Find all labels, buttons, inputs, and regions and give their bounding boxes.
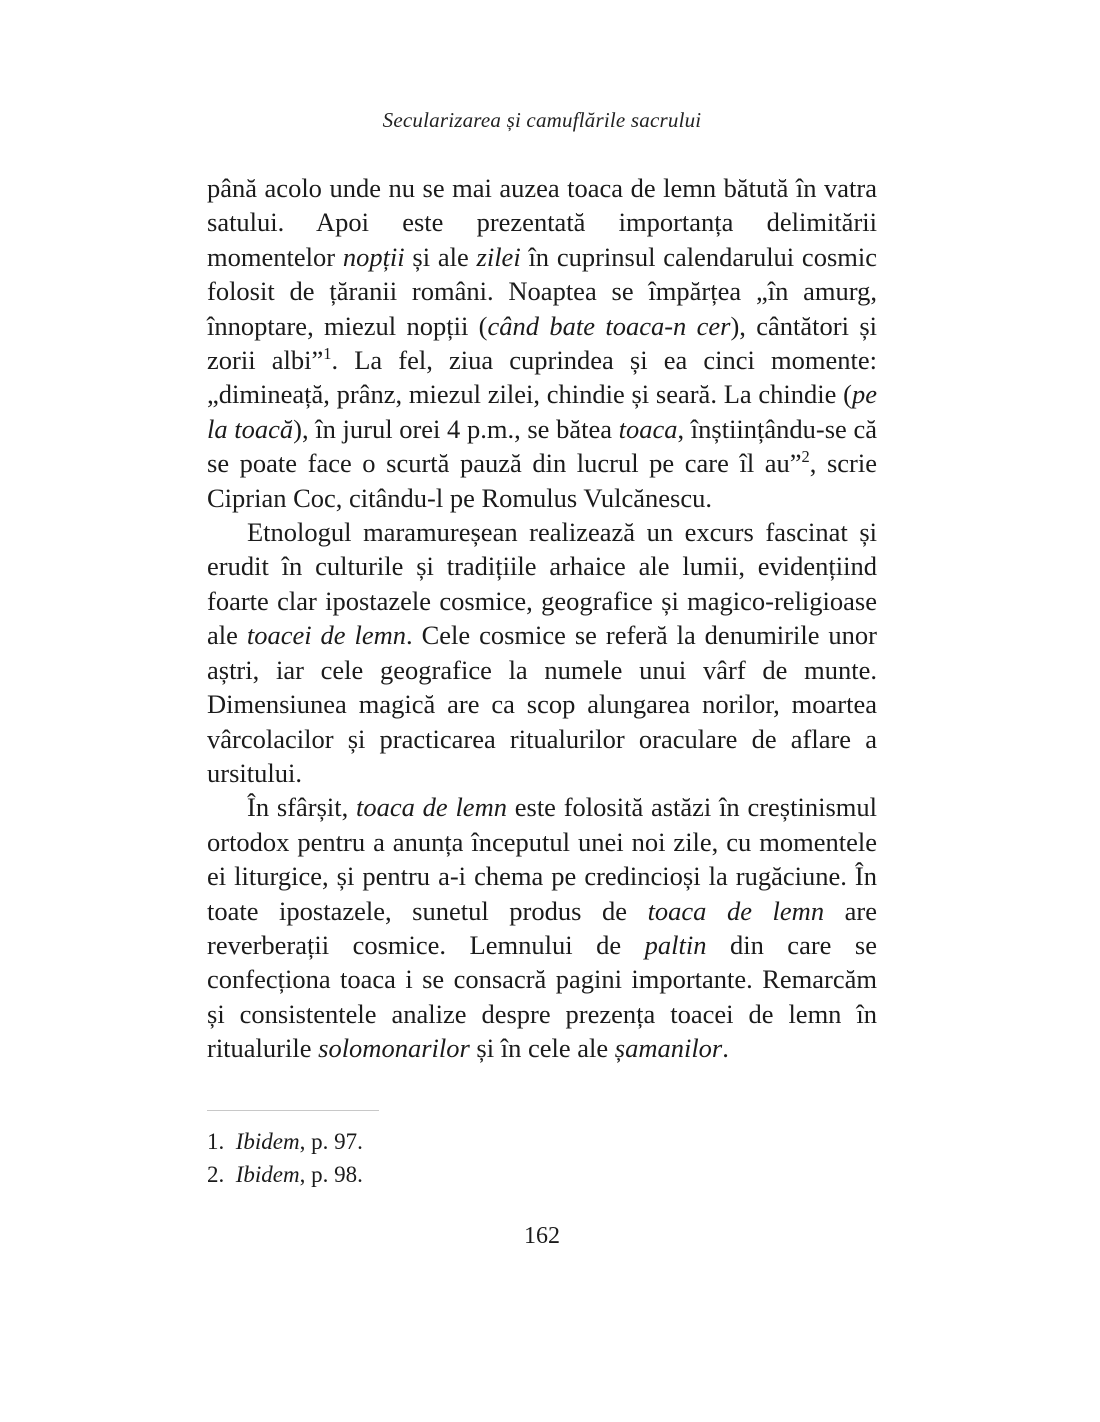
footnote-2: 2. Ibidem, p. 98. (207, 1161, 363, 1187)
footnote-separator (207, 1110, 379, 1111)
text-block (207, 0, 877, 1250)
paragraph-1: până acolo unde nu se mai auzea toaca de lemn bătută în vatra satului. Apoi este prezentată importanța delimitării momentelor nopții și ale zilei în cuprinsul calendarului cosmic folosit de țăranii români. Noaptea se împărțea „în amurg, înnoptare, miezul nopții (când bate toaca-n cer), cântători și zorii albi”$^1$. La fel, ziua cuprindea și ea cinci momente: „dimineață, prânz, miezul zilei, chindie și seară. La chindie (pe la toacă), în jurul orei 4 p.m., se bătea toaca, înștiințându-se că se poate face o scurtă pauză din lucrul pe care îl au”$^2$, scrie Ciprian Coc, citându-l pe Romulus Vulcănescu. (207, 173, 878, 513)
paragraph-3: În sfârșit, toaca de lemn este folosită astăzi în creștinismul ortodox pentru a anunța începutul unei noi zile, cu momentele ei liturgice, și pentru a-i chema pe credincioși la rugăciune. În toate ipostazele, sunetul produs de toaca de lemn are reverberații cosmice. Lemnului de paltin din care se confecționa toaca i se consacră pagini importante. Remarcăm și consistentele analize despre prezența toacei de lemn în ritualurile solomonarilor și în cele ale șamanilor. (207, 792, 877, 1064)
body-text (207, 171, 877, 1066)
running-header: Secularizarea și camuflările sacrului (382, 108, 702, 132)
page-number: 162 (524, 1222, 560, 1249)
paragraph-2: Etnologul maramureșean realizează un excurs fascinat și erudit în culturile și tradițiile arhaice ale lumii, evidențiind foarte clar ipostazele cosmice, geografice și magico-religioase ale toacei de lemn. Cele cosmice se referă la denumirile unor aștri, iar cele geografice la numele unui vârf de munte. Dimensiunea magică are ca scop alungarea norilor, moartea vârcolacilor și practicarea ritualurilor oraculare de aflare a ursitului. (207, 517, 877, 788)
footnote-1: 1. Ibidem, p. 97. (207, 1128, 363, 1154)
footnotes-section (207, 1110, 877, 1191)
